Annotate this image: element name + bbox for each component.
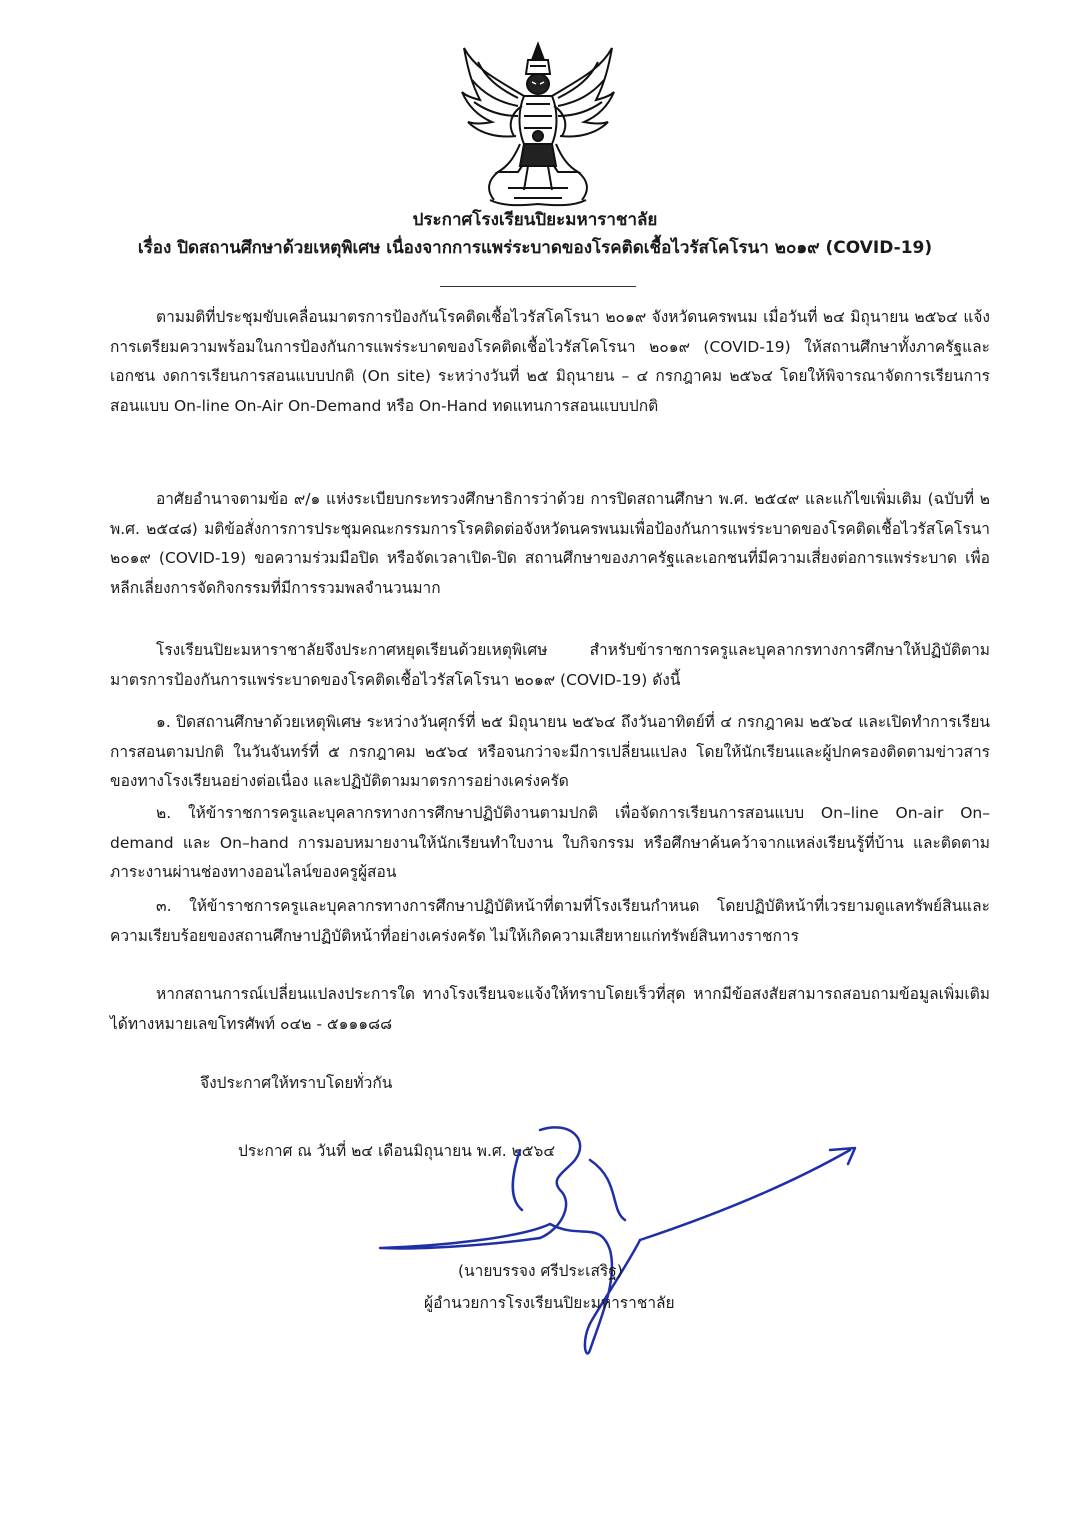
signature-icon <box>360 1120 880 1370</box>
paragraph-3: โรงเรียนปิยะมหาราชาลัยจึงประกาศหยุดเรียนด้วยเหตุพิเศษ สำหรับข้าราชการครูและบุคลากรทางการศึกษาให้ปฏิบัติตามมาตรการป้องกันการแพร่ระบาดของโรคติดเชื้อไวรัสโคโรนา ๒๐๑๙ (COVID-19) ดังนี้ <box>110 641 990 689</box>
title-divider <box>440 286 636 287</box>
paragraph-4: หากสถานการณ์เปลี่ยนแปลงประการใด ทางโรงเรียนจะแจ้งให้ทราบโดยเร็วที่สุด หากมีข้อสงสัยสามารถสอบถามข้อมูลเพิ่มเติมได้ทางหมายเลขโทรศัพท์ ๐๔๒ - ๕๑๑๑๘๘ <box>110 985 990 1033</box>
paragraph-2: อาศัยอำนาจตามข้อ ๙/๑ แห่งระเบียบกระทรวงศึกษาธิการว่าด้วย การปิดสถานศึกษา พ.ศ. ๒๕๔๙ และแก้ไขเพิ่มเติม (ฉบับที่ ๒ พ.ศ. ๒๕๔๘) มติข้อสั่งการการประชุมคณะกรรมการโรคติดต่อจังหวัดนครพนมเพื่อป้องกันการแพร่ระบาดของโรคติดเชื้อไวรัสโคโรนา ๒๐๑๙ (COVID-19) ขอความร่วมมือปิด หรือจัดเวลาเปิด-ปิด สถานศึกษาของภาครัฐและเอกชนที่มีความเสี่ยงต่อการแพร่ระบาด เพื่อหลีกเลี่ยงการจัดกิจกรรมที่มีการรวมพลจำนวนมาก <box>110 490 990 597</box>
announcement-date: ประกาศ ณ วันที่ ๒๔ เดือนมิถุนายน พ.ศ. ๒๕๖๔ <box>238 1142 556 1160</box>
closing-statement: จึงประกาศให้ทราบโดยทั่วกัน <box>200 1074 393 1092</box>
garuda-emblem-icon <box>458 40 618 208</box>
list-item-2: ๒. ให้ข้าราชการครูและบุคลากรทางการศึกษาปฏิบัติงานตามปกติ เพื่อจัดการเรียนการสอนแบบ On–line On-air On–demand และ On–hand การมอบหมายงานให้นักเรียนทำใบงาน ใบกิจกรรม หรือศึกษาค้นคว้าจากแหล่งเรียนรู้ที่บ้าน และติดตามภาระงานผ่านช่องทางออนไลน์ของครูผู้สอน <box>110 804 990 881</box>
list-item-3: ๓. ให้ข้าราชการครูและบุคลากรทางการศึกษาปฏิบัติหน้าที่ตามที่โรงเรียนกำหนด โดยปฏิบัติหน้าที่เวรยามดูแลทรัพย์สินและความเรียบร้อยของสถานศึกษาปฏิบัติหน้าที่อย่างเคร่งครัด ไม่ให้เกิดความเสียหายแก่ทรัพย์สินทางราชการ <box>110 897 990 945</box>
list-item-1: ๑. ปิดสถานศึกษาด้วยเหตุพิเศษ ระหว่างวันศุกร์ที่ ๒๕ มิถุนายน ๒๕๖๔ ถึงวันอาทิตย์ที่ ๔ กรกฎาคม ๒๕๖๔ และเปิดทำการเรียนการสอนตามปกติ ในวันจันทร์ที่ ๕ กรกฎาคม ๒๕๖๔ หรือจนกว่าจะมีการเปลี่ยนแปลง โดยให้นักเรียนและผู้ปกครองติดตามข่าวสารของทางโรงเรียนอย่างต่อเนื่อง และปฏิบัติตามมาตรการอย่างเคร่งครัด <box>110 713 990 790</box>
announcement-heading: ประกาศโรงเรียนปิยะมหาราชาลัย <box>412 210 658 230</box>
signer-position: ผู้อำนวยการโรงเรียนปิยะมหาราชาลัย <box>424 1294 675 1312</box>
paragraph-1: ตามมติที่ประชุมขับเคลื่อนมาตรการป้องกันโรคติดเชื้อไวรัสโคโรนา ๒๐๑๙ จังหวัดนครพนม เมื่อวันที่ ๒๔ มิถุนายน ๒๕๖๔ แจ้งการเตรียมความพร้อมในการป้องกันการแพร่ระบาดของโรคติดเชื้อไวรัสโคโรนา ๒๐๑๙ (COVID-19) ให้สถานศึกษาทั้งภาครัฐและเอกชน งดการเรียนการสอนแบบปกติ (On site) ระหว่างวันที่ ๒๕ มิถุนายน – ๔ กรกฎาคม ๒๕๖๔ โดยให้พิจารณาจัดการเรียนการสอนแบบ On-line On-Air On-Demand หรือ On-Hand ทดแทนการสอนแบบปกติ <box>110 308 990 415</box>
announcement-subject: เรื่อง ปิดสถานศึกษาด้วยเหตุพิเศษ เนื่องจากการแพร่ระบาดของโรคติดเชื้อไวรัสโคโรนา ๒๐๑๙ (COVID-19) <box>137 238 933 258</box>
signer-name: (นายบรรจง ศรีประเสริฐ) <box>458 1262 623 1280</box>
